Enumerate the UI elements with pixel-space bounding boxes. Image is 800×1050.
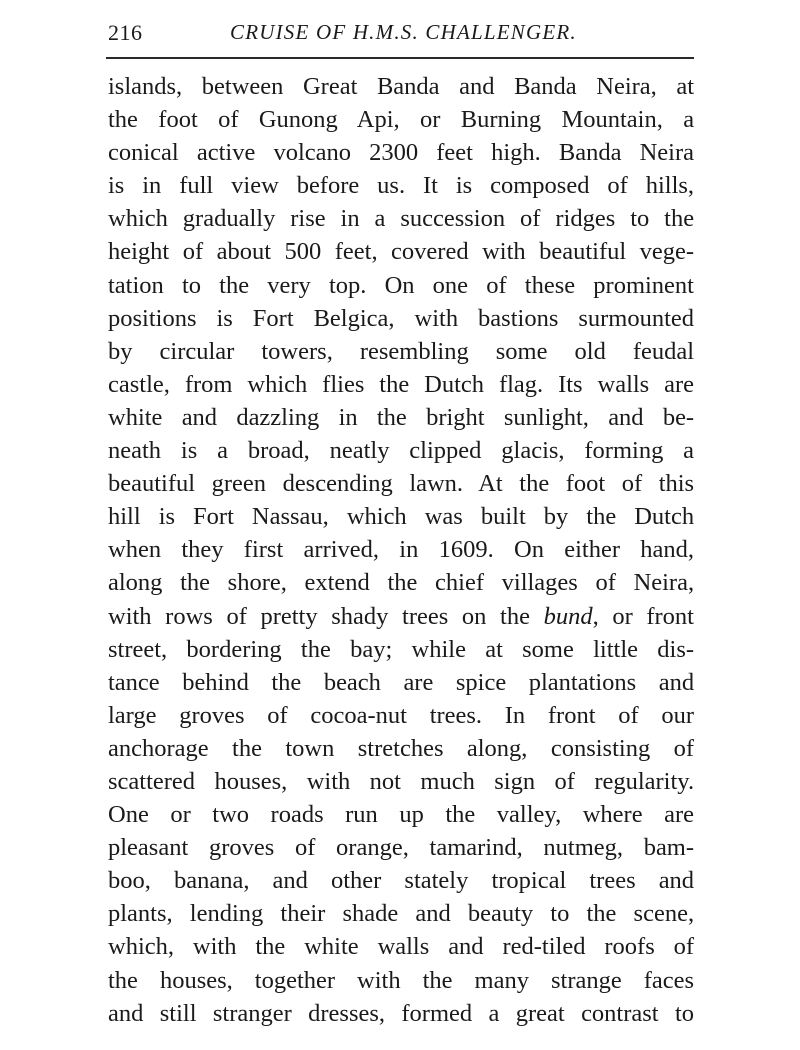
page-number: 216 xyxy=(108,20,143,45)
page-header xyxy=(108,18,693,50)
text-line: One or two roads run up the valley, where are xyxy=(108,801,695,829)
text-line: when they first arrived, in 1609. On either hand, xyxy=(108,536,695,564)
text-line: the foot of Gunong Api, or Burning Mountain, a xyxy=(108,106,695,134)
header-rule xyxy=(106,57,694,59)
text-line: large groves of cocoa-nut trees. In front of our xyxy=(108,701,695,729)
text-line: castle, from which flies the Dutch flag. Its walls are xyxy=(108,370,695,398)
text-line: neath is a broad, neatly clipped glacis, forming a xyxy=(108,437,695,465)
text-line: by circular towers, resembling some old feudal xyxy=(108,337,695,365)
text-segment: with rows of pretty shady trees on the xyxy=(108,602,544,630)
text-line-with-italic xyxy=(108,600,694,633)
text-line: islands, between Great Banda and Banda Neira, at xyxy=(108,73,695,100)
text-line: the houses, together with the many strange faces xyxy=(108,966,695,994)
text-line: is in full view before us. It is composed of hills, xyxy=(108,172,695,200)
text-line: anchorage the town stretches along, consisting of xyxy=(108,734,695,762)
text-line: pleasant groves of orange, tamarind, nutmeg, bam- xyxy=(108,834,695,862)
text-line: tation to the very top. On one of these prominent xyxy=(108,271,694,299)
text-line: along the shore, extend the chief villages of Neira, xyxy=(108,569,695,597)
text-segment: ; while at some little dis- xyxy=(385,635,695,663)
italic-word: bund xyxy=(543,602,593,630)
text-line: height of about 500 feet, covered with beautiful vege- xyxy=(108,238,695,266)
text-line: beautiful green descending lawn. At the foot of this xyxy=(108,470,695,498)
text-line xyxy=(108,633,694,666)
body-text xyxy=(108,70,694,1030)
text-line: which, with the white walls and red-tiled roofs of xyxy=(108,933,695,961)
text-line: positions is Fort Belgica, with bastions surmounted xyxy=(108,304,695,332)
text-line: and still stranger dresses, formed a great contrast to xyxy=(108,999,695,1027)
text-line: which gradually rise in a succession of ridges to the xyxy=(108,205,695,233)
text-line: white and dazzling in the bright sunlight, and be- xyxy=(108,403,695,431)
text-line: conical active volcano 2300 feet high. Banda Neira xyxy=(108,139,694,167)
text-line: scattered houses, with not much sign of regularity. xyxy=(108,767,695,795)
text-line: boo, banana, and other stately tropical trees and xyxy=(108,867,695,895)
text-segment: , or front xyxy=(592,602,694,630)
text-line: tance behind the beach are spice plantations and xyxy=(108,668,695,696)
text-line: plants, lending their shade and beauty to the scene, xyxy=(108,900,695,928)
running-title: CRUISE OF H.M.S. CHALLENGER. xyxy=(230,20,577,44)
text-line: hill is Fort Nassau, which was built by the Dutch xyxy=(108,503,695,531)
text-segment: street, bordering the bay xyxy=(108,635,386,663)
